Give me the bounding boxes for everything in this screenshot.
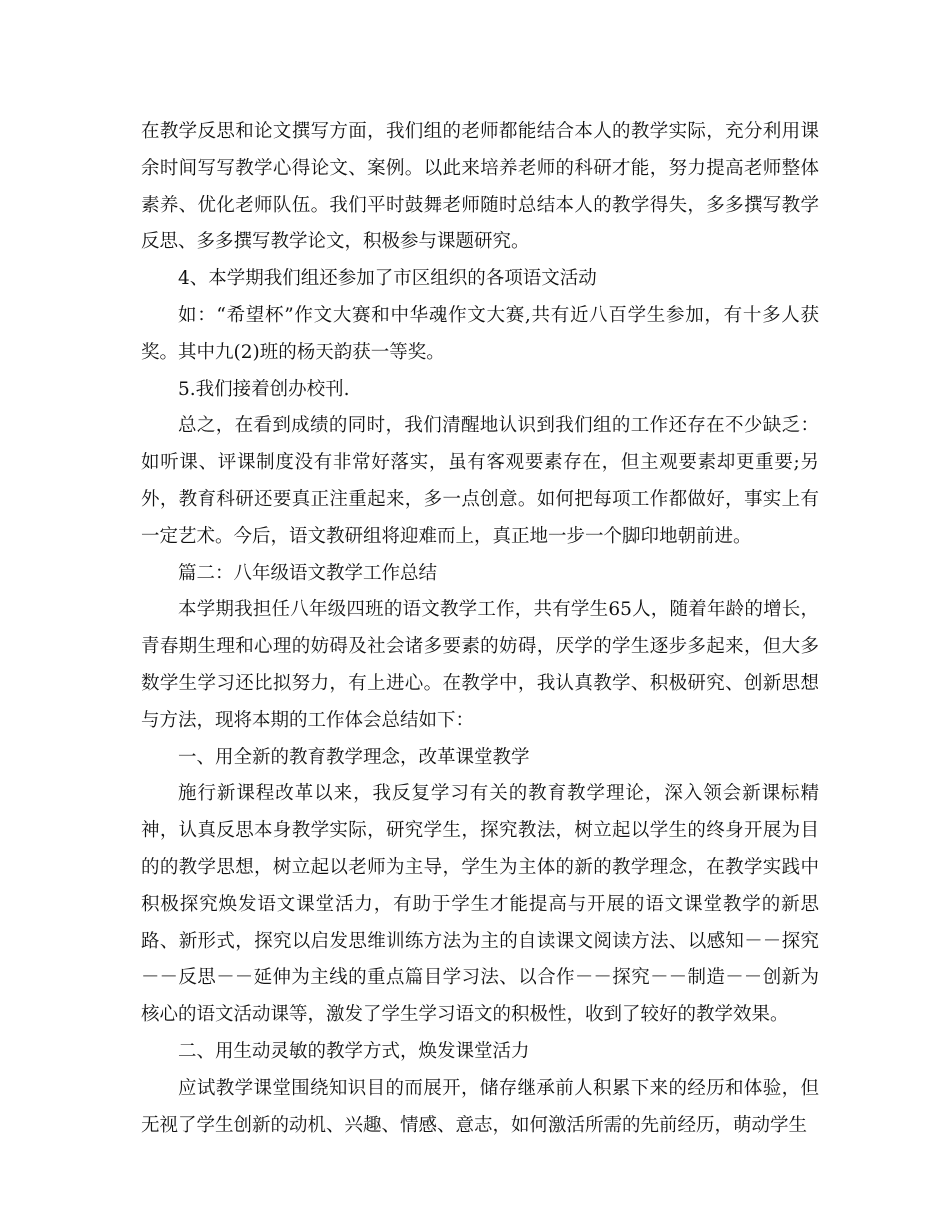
document-page xyxy=(141,114,819,1144)
section-heading-one: 一、用全新的教育教学理念，改革课堂教学 xyxy=(178,746,530,768)
section-heading-part-two: 篇二：八年级语文教学工作总结 xyxy=(178,562,438,584)
paragraph-reflection-writing: 在教学反思和论文撰写方面，我们组的老师都能结合本人的教学实际，充分利用课余时间写写教学心得论文、案例。以此来培养老师的科研才能，努力提高老师整体素养、优化老师队伍。我们平时鼓舞老师随时总结本人的教学得失，多多撰写教学反思、多多撰写教学论文，积极参与课题研究。 xyxy=(141,121,819,253)
section-heading-two: 二、用生动灵敏的教学方式，焕发课堂活力 xyxy=(178,1040,530,1062)
paragraph-class-overview: 本学期我担任八年级四班的语文教学工作，共有学生65人，随着年龄的增长，青春期生理和心理的妨碍及社会诸多要素的妨碍，厌学的学生逐步多起来，但大多数学生学习还比拟努力，有上进心。在教学中，我认真教学、积极研究、创新思想与方法，现将本期的工作体会总结如下： xyxy=(141,599,819,731)
paragraph-new-curriculum: 施行新课程改革以来，我反复学习有关的教育教学理论，深入领会新课标精神，认真反思本身教学实际，研究学生，探究教法，树立起以学生的终身开展为目的的教学思想，树立起以老师为主导，学生为主体的新的教学理念，在教学实践中积极探究焕发语文课堂活力，有助于学生才能提高与开展的语文课堂教学的新思路、新形式，探究以启发思维训练方法为主的自读课文阅读方法、以感知－－探究－－反思－－延伸为主线的重点篇目学习法、以合作－－探究－－制造－－创新为核心的语文活动课等，激发了学生学习语文的积极性，收到了较好的教学效果。 xyxy=(141,783,819,1026)
paragraph-school-magazine: 5.我们接着创办校刊. xyxy=(178,378,350,400)
paragraph-summary: 总之，在看到成绩的同时，我们清醒地认识到我们组的工作还存在不少缺乏：如听课、评课制度没有非常好落实，虽有客观要素存在，但主观要素却更重要;另外，教育科研还要真正注重起来，多一点创意。如何把每项工作都做好，事实上有一定艺术。今后，语文教研组将迎难而上，真正地一步一个脚印地朝前进。 xyxy=(141,415,819,547)
paragraph-essay-contests: 如：“希望杯”作文大赛和中华魂作文大赛,共有近八百学生参加，有十多人获奖。其中九(2)班的杨天韵获一等奖。 xyxy=(141,304,819,363)
paragraph-exam-teaching: 应试教学课堂围绕知识目的而展开，储存继承前人积累下来的经历和体验，但无视了学生创新的动机、兴趣、情感、意志，如何激活所需的先前经历，萌动学生 xyxy=(141,1077,819,1136)
paragraph-city-activities: 4、本学期我们组还参加了市区组织的各项语文活动 xyxy=(178,268,597,290)
